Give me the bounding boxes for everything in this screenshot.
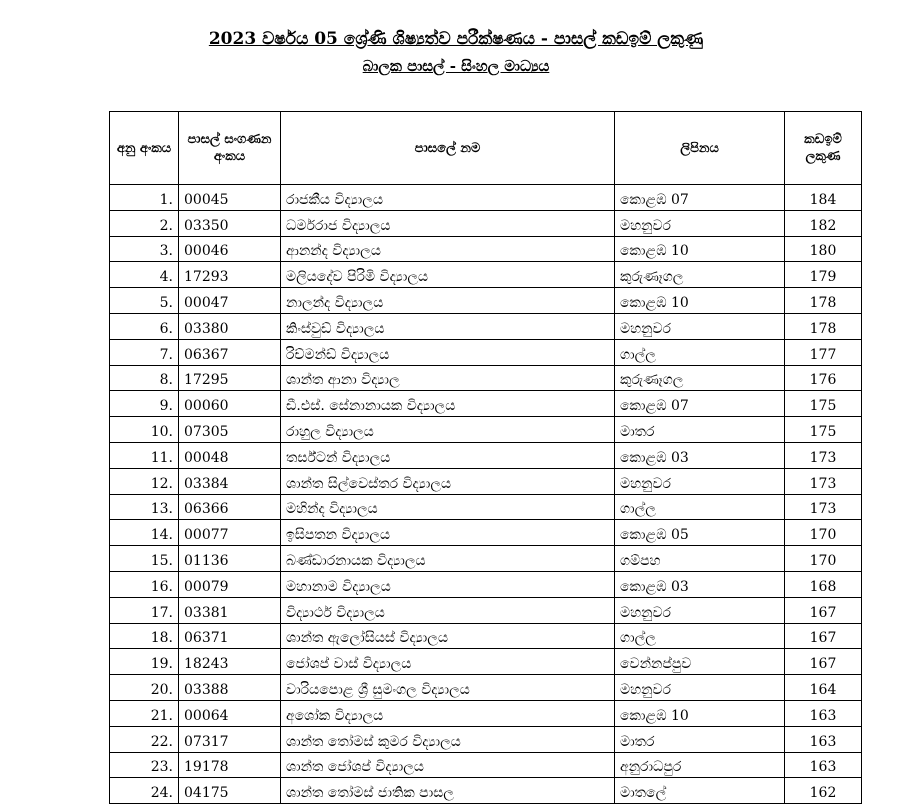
serial-number-cell: 14. — [110, 520, 179, 546]
cutoff-mark-cell: 170 — [785, 546, 862, 572]
school-code-cell: 06367 — [179, 339, 281, 365]
school-code-cell: 04175 — [179, 778, 281, 804]
address-cell: ගාල්ල — [615, 623, 785, 649]
school-name-cell: ශාන්ත ආනා විද්‍යාල — [281, 365, 615, 391]
table-header — [110, 112, 862, 185]
cutoff-marks-table — [109, 111, 862, 804]
document-title: 2023 වර්ෂය 05 ශ්‍රේණි ශිෂ්‍යත්ව පරීක්ෂණය - පාසල් කඩඉම් ලකුණු — [208, 29, 704, 49]
address-cell: මාතලේ — [615, 778, 785, 804]
cutoff-mark-cell: 173 — [785, 442, 862, 468]
school-code-cell: 06366 — [179, 494, 281, 520]
address-cell: මහනුවර — [615, 675, 785, 701]
table-row — [110, 571, 862, 597]
school-name-cell: ශාන්ත තෝමස් ජාතික පාසල — [281, 778, 615, 804]
serial-number-cell: 18. — [110, 623, 179, 649]
header-row — [110, 112, 862, 185]
table-row — [110, 417, 862, 443]
serial-number-cell: 5. — [110, 288, 179, 314]
address-cell: මහනුවර — [615, 313, 785, 339]
school-name-cell: රිච්මන්ඩ් විද්‍යාලය — [281, 339, 615, 365]
cutoff-mark-cell: 178 — [785, 313, 862, 339]
cutoff-mark-cell: 178 — [785, 288, 862, 314]
address-cell: කුරුණෑගල — [615, 262, 785, 288]
table-row — [110, 597, 862, 623]
cutoff-mark-cell: 170 — [785, 520, 862, 546]
table-row — [110, 520, 862, 546]
column-header-name: පාසලේ නම — [281, 112, 615, 185]
serial-number-cell: 10. — [110, 417, 179, 443]
serial-number-cell: 7. — [110, 339, 179, 365]
serial-number-cell: 1. — [110, 185, 179, 211]
table-row — [110, 468, 862, 494]
address-cell: කුරුණෑගල — [615, 365, 785, 391]
school-name-cell: ධර්මරාජ විද්‍යාලය — [281, 210, 615, 236]
table-row — [110, 262, 862, 288]
table-row — [110, 365, 862, 391]
school-name-cell: ශාන්ත ජෝශප් විද්‍යාලය — [281, 752, 615, 778]
cutoff-mark-cell: 164 — [785, 675, 862, 701]
cutoff-mark-cell: 167 — [785, 597, 862, 623]
serial-number-cell: 2. — [110, 210, 179, 236]
cutoff-mark-cell: 182 — [785, 210, 862, 236]
cutoff-mark-cell: 163 — [785, 752, 862, 778]
cutoff-mark-cell: 184 — [785, 185, 862, 211]
school-code-cell: 06371 — [179, 623, 281, 649]
address-cell: මහනුවර — [615, 210, 785, 236]
school-name-cell: වාරියපොළ ශ්‍රී සුමංගල විද්‍යාලය — [281, 675, 615, 701]
table-row — [110, 649, 862, 675]
serial-number-cell: 3. — [110, 236, 179, 262]
serial-number-cell: 8. — [110, 365, 179, 391]
table-row — [110, 185, 862, 211]
serial-number-cell: 23. — [110, 752, 179, 778]
address-cell: ගාල්ල — [615, 494, 785, 520]
serial-number-cell: 4. — [110, 262, 179, 288]
table-row — [110, 494, 862, 520]
table-row — [110, 675, 862, 701]
column-header-serial: අනු අංකය — [110, 112, 179, 185]
cutoff-mark-cell: 167 — [785, 623, 862, 649]
school-name-cell: කිංස්වුඩ් විද්‍යාලය — [281, 313, 615, 339]
table-row — [110, 391, 862, 417]
school-name-cell: රාහුල විද්‍යාලය — [281, 417, 615, 443]
column-header-mark: කඩඉම් ලකුණ — [785, 112, 862, 185]
table-row — [110, 546, 862, 572]
column-header-code: පාසල් සංගණන අංකය — [179, 112, 281, 185]
school-code-cell: 01136 — [179, 546, 281, 572]
cutoff-mark-cell: 167 — [785, 649, 862, 675]
school-code-cell: 03388 — [179, 675, 281, 701]
school-name-cell: රාජකීය විද්‍යාලය — [281, 185, 615, 211]
school-name-cell: මලියදේව පිරිමි විද්‍යාලය — [281, 262, 615, 288]
address-cell: කොළඹ 07 — [615, 391, 785, 417]
address-cell: කොළඹ 03 — [615, 571, 785, 597]
school-name-cell: බණ්ඩාරනායක විද්‍යාලය — [281, 546, 615, 572]
school-code-cell: 00048 — [179, 442, 281, 468]
table-row — [110, 442, 862, 468]
school-code-cell: 00064 — [179, 700, 281, 726]
serial-number-cell: 11. — [110, 442, 179, 468]
school-code-cell: 03350 — [179, 210, 281, 236]
school-name-cell: නාලන්ද විද්‍යාලය — [281, 288, 615, 314]
table-row — [110, 623, 862, 649]
address-cell: කොළඹ 10 — [615, 288, 785, 314]
address-cell: මහනුවර — [615, 468, 785, 494]
school-code-cell: 00046 — [179, 236, 281, 262]
school-name-cell: ආනන්ද විද්‍යාලය — [281, 236, 615, 262]
address-cell: කොළඹ 07 — [615, 185, 785, 211]
cutoff-mark-cell: 179 — [785, 262, 862, 288]
cutoff-mark-cell: 162 — [785, 778, 862, 804]
cutoff-mark-cell: 173 — [785, 494, 862, 520]
cutoff-mark-cell: 163 — [785, 726, 862, 752]
school-code-cell: 03380 — [179, 313, 281, 339]
school-code-cell: 00077 — [179, 520, 281, 546]
serial-number-cell: 13. — [110, 494, 179, 520]
document-header — [0, 28, 912, 76]
address-cell: අනුරාධපුර — [615, 752, 785, 778]
school-name-cell: ශාන්ත ඇලෝසියස් විද්‍යාලය — [281, 623, 615, 649]
school-code-cell: 00079 — [179, 571, 281, 597]
serial-number-cell: 9. — [110, 391, 179, 417]
address-cell: මාතර — [615, 417, 785, 443]
school-name-cell: ශාන්ත තෝමස් කුමර විද්‍යාලය — [281, 726, 615, 752]
school-code-cell: 17293 — [179, 262, 281, 288]
table-row — [110, 778, 862, 804]
table-row — [110, 339, 862, 365]
school-code-cell: 00045 — [179, 185, 281, 211]
serial-number-cell: 12. — [110, 468, 179, 494]
address-cell: කොළඹ 10 — [615, 236, 785, 262]
school-code-cell: 00047 — [179, 288, 281, 314]
school-name-cell: මහානාම විද්‍යාලය — [281, 571, 615, 597]
serial-number-cell: 24. — [110, 778, 179, 804]
address-cell: ගාල්ල — [615, 339, 785, 365]
serial-number-cell: 21. — [110, 700, 179, 726]
column-header-address: ලිපිනය — [615, 112, 785, 185]
school-code-cell: 07305 — [179, 417, 281, 443]
school-code-cell: 03381 — [179, 597, 281, 623]
cutoff-mark-cell: 180 — [785, 236, 862, 262]
cutoff-mark-cell: 168 — [785, 571, 862, 597]
table-row — [110, 726, 862, 752]
table-row — [110, 236, 862, 262]
table-body — [110, 185, 862, 804]
school-code-cell: 03384 — [179, 468, 281, 494]
address-cell: කොළඹ 10 — [615, 700, 785, 726]
school-name-cell: අශෝක විද්‍යාලය — [281, 700, 615, 726]
address-cell: කොළඹ 03 — [615, 442, 785, 468]
school-name-cell: ජෝශප් වාස් විද්‍යාලය — [281, 649, 615, 675]
table-row — [110, 288, 862, 314]
address-cell: මහනුවර — [615, 597, 785, 623]
address-cell: මාතර — [615, 726, 785, 752]
serial-number-cell: 15. — [110, 546, 179, 572]
address-cell: ගම්පහ — [615, 546, 785, 572]
serial-number-cell: 19. — [110, 649, 179, 675]
cutoff-mark-cell: 175 — [785, 391, 862, 417]
school-code-cell: 19178 — [179, 752, 281, 778]
serial-number-cell: 6. — [110, 313, 179, 339]
address-cell: කොළඹ 05 — [615, 520, 785, 546]
school-name-cell: තර්ස්ටන් විද්‍යාලය — [281, 442, 615, 468]
serial-number-cell: 22. — [110, 726, 179, 752]
serial-number-cell: 16. — [110, 571, 179, 597]
table-row — [110, 313, 862, 339]
table-row — [110, 210, 862, 236]
cutoff-mark-cell: 176 — [785, 365, 862, 391]
cutoff-mark-cell: 177 — [785, 339, 862, 365]
school-code-cell: 17295 — [179, 365, 281, 391]
school-name-cell: ඩී.එස්. සේනානායක විද්‍යාලය — [281, 391, 615, 417]
school-name-cell: ශාන්ත සිල්වෙස්තර විද්‍යාලය — [281, 468, 615, 494]
cutoff-mark-cell: 163 — [785, 700, 862, 726]
school-code-cell: 18243 — [179, 649, 281, 675]
serial-number-cell: 20. — [110, 675, 179, 701]
cutoff-mark-cell: 175 — [785, 417, 862, 443]
address-cell: වෙන්නප්පුව — [615, 649, 785, 675]
school-code-cell: 07317 — [179, 726, 281, 752]
cutoff-mark-cell: 173 — [785, 468, 862, 494]
school-name-cell: මහින්ද විද්‍යාලය — [281, 494, 615, 520]
document-subtitle: බාලක පාසල් - සිංහල මාධ්‍යය — [362, 57, 550, 75]
school-name-cell: විද්‍යාර්ථ විද්‍යාලය — [281, 597, 615, 623]
serial-number-cell: 17. — [110, 597, 179, 623]
table-row — [110, 752, 862, 778]
school-code-cell: 00060 — [179, 391, 281, 417]
table-row — [110, 700, 862, 726]
school-name-cell: ඉසිපතන විද්‍යාලය — [281, 520, 615, 546]
